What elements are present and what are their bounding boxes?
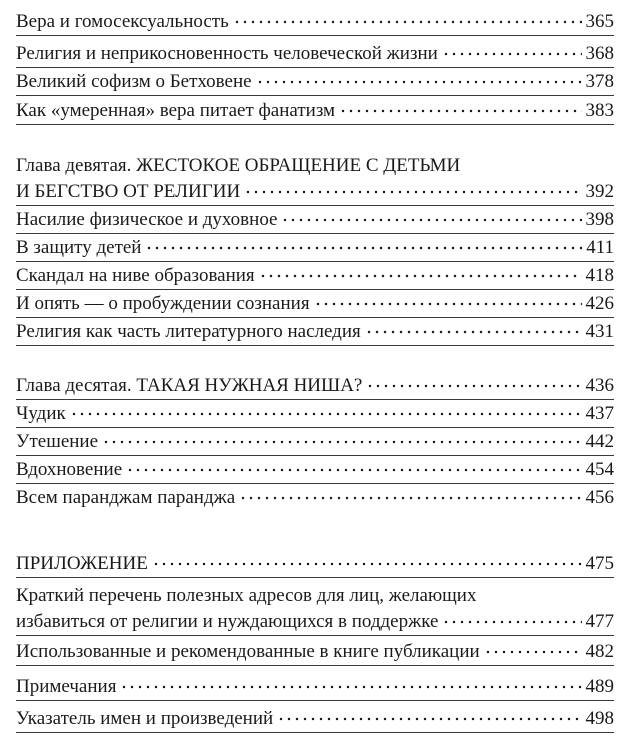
toc-separator	[16, 635, 614, 636]
toc-entry	[16, 8, 614, 32]
toc-page-number: 475	[585, 553, 614, 574]
toc-entry-title: И опять — о пробуждении сознания	[16, 293, 310, 314]
toc-leader-dots	[366, 372, 581, 391]
toc-leader-dots	[484, 638, 582, 657]
toc-leader-dots	[126, 456, 581, 475]
toc-entry	[16, 673, 614, 697]
toc-entry-title: В защиту детей	[16, 237, 142, 258]
toc-page-number: 454	[585, 459, 614, 480]
toc-separator	[16, 95, 614, 96]
toc-chapter-entry	[16, 178, 614, 202]
toc-entry	[16, 40, 614, 64]
toc-leader-dots	[442, 40, 582, 59]
toc-entry	[16, 638, 614, 662]
toc-leader-dots	[145, 234, 582, 253]
toc-page-number: 365	[585, 11, 614, 32]
toc-leader-dots	[256, 68, 582, 87]
toc-entry	[16, 705, 614, 729]
toc-entry-title: Глава десятая. ТАКАЯ НУЖНАЯ НИША?	[16, 375, 363, 396]
toc-entry-title: Религия и неприкосновенность человеческой жизни	[16, 43, 438, 64]
toc-page-number: 477	[585, 611, 614, 632]
toc-leader-dots	[70, 400, 582, 419]
toc-entry-title: Всем паранджам паранджа	[16, 487, 236, 508]
toc-separator	[16, 732, 614, 733]
toc-entry	[16, 68, 614, 92]
toc-entry-title: Вдохновение	[16, 459, 123, 480]
toc-leader-dots	[281, 206, 581, 225]
toc-separator	[16, 345, 614, 346]
toc-entry-title: Утешение	[16, 431, 99, 452]
toc-entry-title: Чудик	[16, 403, 66, 424]
toc-entry	[16, 318, 614, 342]
toc-page-number: 498	[585, 708, 614, 729]
toc-entry	[16, 400, 614, 424]
toc-page-number: 392	[585, 181, 614, 202]
toc-leader-dots	[259, 262, 582, 281]
toc-entry-title: избавиться от религии и нуждающихся в поддержке	[16, 611, 439, 632]
toc-entry-title: И БЕГСТВО ОТ РЕЛИГИИ	[16, 181, 241, 202]
toc-leader-dots	[339, 97, 581, 116]
toc-leader-dots	[120, 673, 581, 692]
toc-leader-dots	[239, 484, 581, 503]
toc-separator	[16, 577, 614, 578]
toc-entry-title: Использованные и рекомендованные в книге публикации	[16, 641, 480, 662]
toc-page-number: 431	[585, 321, 614, 342]
toc-page-number: 398	[585, 209, 614, 230]
toc-entry	[16, 206, 614, 230]
toc-entry	[16, 234, 614, 258]
toc-entry-title: Указатель имен и произведений	[16, 708, 274, 729]
toc-entry	[16, 290, 614, 314]
toc-page-number: 378	[585, 71, 614, 92]
toc-entry-title: Вера и гомосексуальность	[16, 11, 229, 32]
toc-entry-title: Религия как часть литературного наследия	[16, 321, 361, 342]
toc-page-number: 383	[585, 100, 614, 121]
toc-leader-dots	[314, 290, 582, 309]
toc-page-number: 436	[585, 375, 614, 396]
toc-page-number: 368	[585, 43, 614, 64]
toc-separator	[16, 35, 614, 36]
toc-entry-title: Насилие физическое и духовное	[16, 209, 278, 230]
toc-entry	[16, 97, 614, 121]
toc-page-number: 489	[585, 676, 614, 697]
toc-separator	[16, 124, 614, 125]
toc-entry	[16, 262, 614, 286]
toc-entry-title: Примечания	[16, 676, 117, 697]
toc-entry-title: Великий софизм о Бетховене	[16, 71, 252, 92]
toc-page-number: 437	[585, 403, 614, 424]
toc-entry	[16, 608, 614, 632]
toc-entry	[16, 456, 614, 480]
toc-leader-dots	[244, 178, 581, 197]
toc-entry-line: Краткий перечень полезных адресов для лиц, желающих	[16, 585, 477, 606]
toc-page-number: 456	[585, 487, 614, 508]
toc-page-number: 482	[585, 641, 614, 662]
toc-leader-dots	[102, 428, 581, 447]
toc-leader-dots	[277, 705, 581, 724]
toc-entry	[16, 428, 614, 452]
toc-page-number: 418	[585, 265, 614, 286]
toc-leader-dots	[233, 8, 582, 27]
toc-section-entry	[16, 550, 614, 574]
toc-leader-dots	[152, 550, 582, 569]
chapter-heading-line: Глава девятая. ЖЕСТОКОЕ ОБРАЩЕНИЕ С ДЕТЬМИ	[16, 155, 461, 176]
toc-page-number: 426	[585, 293, 614, 314]
toc-separator	[16, 665, 614, 666]
toc-entry	[16, 484, 614, 508]
toc-leader-dots	[442, 608, 581, 627]
toc-chapter-entry	[16, 372, 614, 396]
toc-entry-title: Скандал на ниве образования	[16, 265, 255, 286]
toc-leader-dots	[365, 318, 582, 337]
toc-separator	[16, 700, 614, 701]
toc-entry-title: ПРИЛОЖЕНИЕ	[16, 553, 148, 574]
toc-page-number: 411	[586, 237, 614, 258]
toc-page-number: 442	[585, 431, 614, 452]
toc-entry-title: Как «умеренная» вера питает фанатизм	[16, 100, 336, 121]
